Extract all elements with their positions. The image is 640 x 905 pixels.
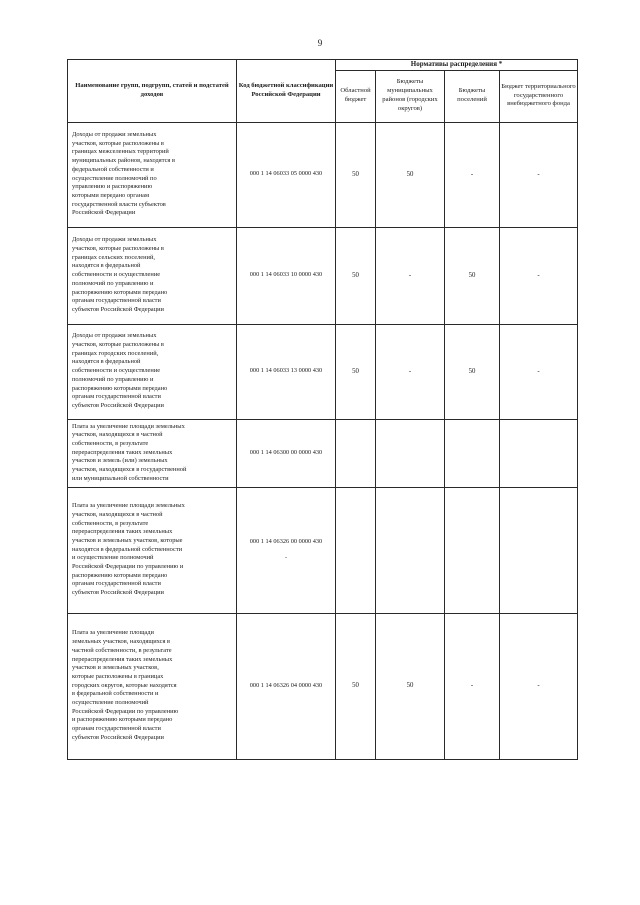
budget-code-mark: - <box>285 555 287 562</box>
header-normatives: Нормативы распределения * <box>336 60 578 71</box>
name-line: границах сельских поселений, <box>72 253 155 261</box>
name-line: участков, которые расположены в <box>72 139 164 147</box>
row-income-name <box>68 227 237 324</box>
municipal-budget-cell: - <box>376 324 445 419</box>
name-line: Плата за увеличение площади земельных <box>72 422 185 430</box>
name-line: Плата за увеличение площади земельных <box>72 502 185 510</box>
regional-budget-cell <box>336 419 376 487</box>
header-municipal-budgets: Бюджеты муниципальных районов (городских округов) <box>376 70 445 122</box>
fund-budget-cell <box>500 487 578 613</box>
row-income-name <box>68 122 237 227</box>
name-line: собственности и осуществление <box>72 367 161 375</box>
name-line: участков, которые расположены в <box>72 341 164 349</box>
table-row <box>68 419 578 487</box>
name-line: или муниципальной собственности <box>72 474 169 482</box>
name-line: полномочий по управлению и <box>72 375 154 383</box>
name-line: которые расположены в границах <box>72 672 164 680</box>
name-line: Доходы от продажи земельных <box>72 236 157 244</box>
name-line: участков и земельных участков, <box>72 664 159 672</box>
table-row <box>68 324 578 419</box>
name-line: субъектов Российской Федерации <box>72 733 164 741</box>
name-line: полномочий по управлению и <box>72 279 154 287</box>
name-line: в федеральной собственности и <box>72 690 159 698</box>
budget-code-text: 000 1 14 06326 00 0000 430 <box>249 537 323 545</box>
name-line: органам государственной власти <box>72 393 161 401</box>
name-line: находятся в федеральной собственности <box>72 545 183 553</box>
name-line: субъектов Российской Федерации <box>72 589 164 597</box>
name-line: и распоряжению которыми передано <box>72 716 173 724</box>
name-line: которыми передано органам <box>72 191 149 199</box>
settlement-budget-cell: - <box>445 122 500 227</box>
name-line: государственной власти субъектов <box>72 200 166 208</box>
municipal-budget-cell: 50 <box>376 122 445 227</box>
name-line: осуществление полномочий <box>72 699 149 707</box>
table-row <box>68 227 578 324</box>
name-line: участков и земельных участков, которые <box>72 536 183 544</box>
budget-code-cell <box>237 487 336 613</box>
budget-code-cell: 000 1 14 06300 00 0000 430 <box>237 419 336 487</box>
settlement-budget-cell <box>445 419 500 487</box>
name-line: собственности, в результате <box>72 439 149 447</box>
municipal-budget-cell <box>376 419 445 487</box>
settlement-budget-cell: 50 <box>445 324 500 419</box>
row-income-name <box>68 613 237 759</box>
budget-code-cell: 000 1 14 06326 04 0000 430 <box>237 613 336 759</box>
name-line: участков и земель (или) земельных <box>72 457 168 465</box>
header-regional-budget: Областной бюджет <box>336 70 376 122</box>
name-line: участков, находящихся в частной <box>72 431 163 439</box>
municipal-budget-cell: 50 <box>376 613 445 759</box>
fund-budget-cell: - <box>500 324 578 419</box>
regional-budget-cell: 50 <box>336 122 376 227</box>
budget-code-cell: 000 1 14 06033 05 0000 430 <box>237 122 336 227</box>
name-line: находятся в федеральной <box>72 358 141 366</box>
fund-budget-cell <box>500 419 578 487</box>
name-line: осуществление полномочий по <box>72 174 157 182</box>
name-line: субъектов Российской Федерации <box>72 305 164 313</box>
revenue-distribution-table <box>67 59 578 760</box>
name-line: перераспределения таких земельных <box>72 655 173 663</box>
name-line: находятся в федеральной <box>72 262 141 270</box>
name-line: частной собственности, в результате <box>72 646 172 654</box>
name-line: муниципальных районов, находятся в <box>72 157 175 165</box>
name-line: и осуществление полномочий <box>72 554 154 562</box>
name-line: собственности, в результате <box>72 519 149 527</box>
row-income-name <box>68 487 237 613</box>
name-line: распоряжению которыми передано <box>72 384 168 392</box>
name-line: участков, которые расположены в <box>72 245 164 253</box>
settlement-budget-cell <box>445 487 500 613</box>
row-income-name <box>68 324 237 419</box>
name-line: Российской Федерации <box>72 209 136 217</box>
fund-budget-cell: - <box>500 613 578 759</box>
regional-budget-cell: 50 <box>336 613 376 759</box>
name-line: Доходы от продажи земельных <box>72 332 157 340</box>
settlement-budget-cell: - <box>445 613 500 759</box>
name-line: границах городских поселений, <box>72 349 159 357</box>
name-line: субъектов Российской Федерации <box>72 401 164 409</box>
name-line: перераспределения таких земельных <box>72 528 173 536</box>
fund-budget-cell: - <box>500 227 578 324</box>
name-line: собственности и осуществление <box>72 271 161 279</box>
name-line: органам государственной власти <box>72 580 161 588</box>
fund-budget-cell: - <box>500 122 578 227</box>
name-line: Российской Федерации по управлению <box>72 707 179 715</box>
name-line: распоряжению которыми передано <box>72 288 168 296</box>
name-line: управлению и распоряжению <box>72 183 153 191</box>
regional-budget-cell <box>336 487 376 613</box>
header-code: Код бюджетной классификации Российской Федерации <box>237 60 336 123</box>
municipal-budget-cell <box>376 487 445 613</box>
name-line: границах межселенных территорий <box>72 148 169 156</box>
name-line: участков, находящихся в частной <box>72 510 163 518</box>
budget-code-cell: 000 1 14 06033 13 0000 430 <box>237 324 336 419</box>
budget-code-cell: 000 1 14 06033 10 0000 430 <box>237 227 336 324</box>
regional-budget-cell: 50 <box>336 324 376 419</box>
name-line: распоряжению которыми передано <box>72 571 168 579</box>
regional-budget-cell: 50 <box>336 227 376 324</box>
name-line: перераспределения таких земельных <box>72 448 173 456</box>
name-line: федеральной собственности и <box>72 165 154 173</box>
table-row <box>68 487 578 613</box>
name-line: Российской Федерации по управлению и <box>72 563 184 571</box>
name-line: Плата за увеличение площади <box>72 629 154 637</box>
name-line: органам государственной власти <box>72 297 161 305</box>
row-income-name <box>68 419 237 487</box>
name-line: Доходы от продажи земельных <box>72 131 157 138</box>
page-number: 9 <box>317 38 323 48</box>
name-line: участков, находящихся в государственной <box>72 466 187 474</box>
name-line: земельных участков, находящихся в <box>72 638 171 646</box>
name-line: органам государственной власти <box>72 725 161 733</box>
header-settlement-budgets: Бюджеты поселений <box>445 70 500 122</box>
header-name: Наименование групп, подгрупп, статей и подстатей доходов <box>68 60 237 123</box>
name-line: городских округов, которые находятся <box>72 681 177 689</box>
table-row <box>68 122 578 227</box>
header-extrabudgetary-fund: Бюджет территориального государственного внебюджетного фонда <box>500 70 578 122</box>
municipal-budget-cell: - <box>376 227 445 324</box>
settlement-budget-cell: 50 <box>445 227 500 324</box>
table-row <box>68 613 578 759</box>
